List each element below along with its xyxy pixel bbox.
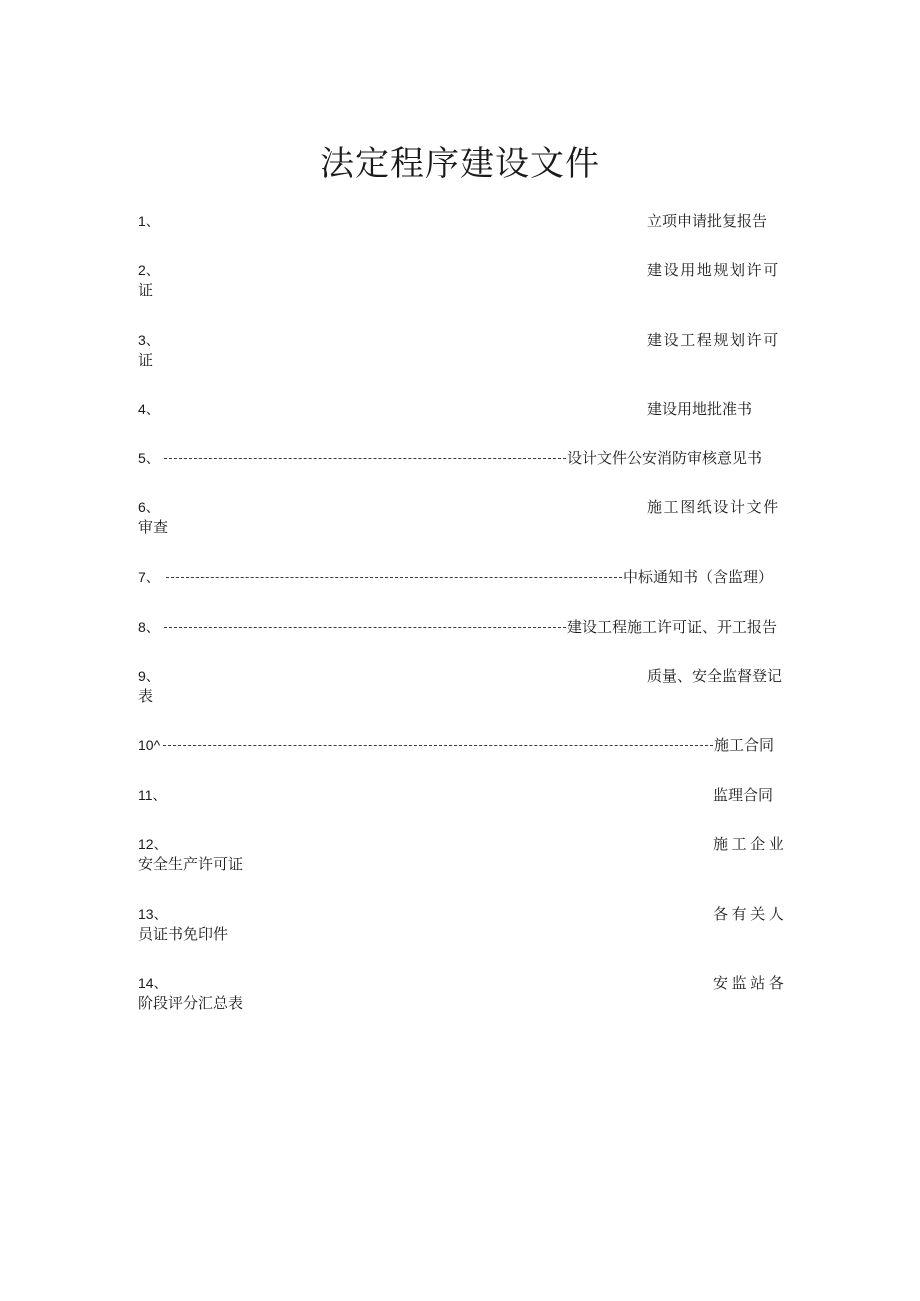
item-text-continuation: 员证书免印件 [138, 925, 229, 943]
list-item [138, 448, 784, 498]
item-text: 中标通知书（含监理） [623, 568, 774, 586]
item-text: 建设用地规划许可 [647, 261, 780, 279]
item-text: 立项申请批复报告 [647, 212, 768, 230]
item-text: 施工企业 [713, 835, 788, 853]
list-item [138, 567, 784, 617]
item-number: 3、 [138, 332, 160, 348]
item-text: 设计文件公安消防审核意见书 [567, 449, 763, 467]
list-item [138, 617, 784, 667]
item-text: 建设用地批准书 [647, 400, 753, 418]
item-text-continuation: 证 [138, 351, 154, 369]
list-item [138, 497, 784, 547]
dotted-leader [163, 745, 713, 746]
item-number: 12、 [138, 836, 168, 852]
list-item [138, 211, 784, 261]
list-item [138, 399, 784, 449]
item-text: 建设工程施工许可证、开工报告 [567, 618, 778, 636]
item-text-continuation: 表 [138, 687, 154, 705]
list-item [138, 666, 784, 716]
item-text-continuation: 审查 [138, 518, 169, 536]
item-text: 建设工程规划许可 [647, 331, 780, 349]
list-item [138, 785, 784, 835]
list-item [138, 260, 784, 310]
dotted-leader [166, 577, 622, 578]
dotted-leader [164, 458, 566, 459]
item-text-continuation: 阶段评分汇总表 [138, 994, 244, 1012]
item-text: 施工合同 [714, 736, 775, 754]
item-text: 监理合同 [713, 786, 774, 804]
dotted-leader [164, 627, 566, 628]
item-number: 4、 [138, 401, 160, 417]
item-number: 9、 [138, 668, 160, 684]
item-number: 7、 [138, 569, 160, 585]
list-item [138, 330, 784, 380]
item-number: 10^ [138, 737, 161, 753]
list-item [138, 973, 788, 1023]
list-item [138, 735, 784, 785]
item-text-continuation: 证 [138, 281, 154, 299]
list-item [138, 834, 788, 884]
item-number: 13、 [138, 906, 168, 922]
item-number: 1、 [138, 213, 160, 229]
item-text-continuation: 安全生产许可证 [138, 855, 244, 873]
item-text: 安监站各 [713, 974, 788, 992]
item-number: 11、 [138, 787, 167, 803]
page-title: 法定程序建设文件 [320, 144, 600, 184]
item-number: 2、 [138, 262, 160, 278]
item-text: 施工图纸设计文件 [647, 498, 780, 516]
item-number: 5、 [138, 450, 160, 466]
item-number: 6、 [138, 499, 160, 515]
item-number: 8、 [138, 619, 160, 635]
list-item [138, 904, 788, 954]
item-text: 质量、安全监督登记 [647, 667, 783, 685]
item-number: 14、 [138, 975, 168, 991]
item-text: 各有关人 [713, 905, 788, 923]
